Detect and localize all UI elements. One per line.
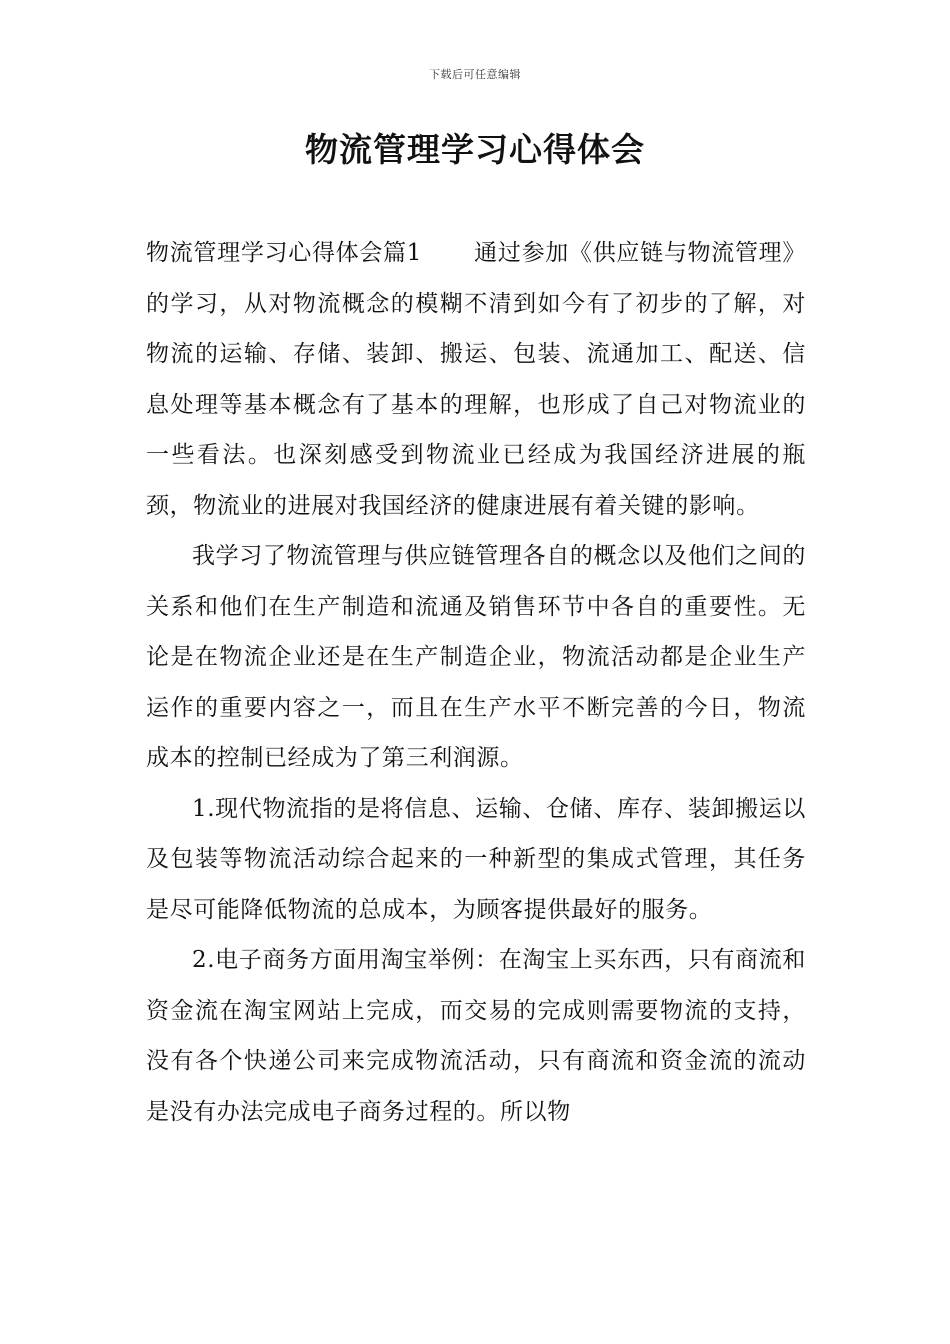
header-note: 下载后可任意编辑 — [429, 68, 521, 81]
document-title: 物流管理学习心得体会 — [305, 130, 645, 169]
document-body — [146, 228, 806, 1137]
paragraph-4: 2.电子商务方面用淘宝举例：在淘宝上买东西，只有商流和资金流在淘宝网站上完成，而交易的完成则需要物流的支持，没有各个快递公司来完成物流活动，只有商流和资金流的流动是没有办法完成电子商务过程的。所以物 — [146, 947, 806, 1125]
paragraph-2: 我学习了物流管理与供应链管理各自的概念以及他们之间的关系和他们在生产制造和流通及销售环节中各自的重要性。无论是在物流企业还是在生产制造企业，物流活动都是企业生产运作的重要内容之一，而且在生产水平不断完善的今日，物流成本的控制已经成为了第三利润源。 — [146, 543, 806, 771]
paragraph-1-text: 通过参加《供应链与物流管理》的学习，从对物流概念的模糊不清到如今有了初步的了解，对物流的运输、存储、装卸、搬运、包装、流通加工、配送、信息处理等基本概念有了基本的理解，也形成了自己对物流业的一些看法。也深刻感受到物流业已经成为我国经济进展的瓶颈，物流业的进展对我国经济的健康进展有着关键的影响。 — [146, 240, 806, 519]
paragraph-1 — [146, 228, 806, 531]
paragraph-3: 1.现代物流指的是将信息、运输、仓储、库存、装卸搬运以及包装等物流活动综合起来的一种新型的集成式管理，其任务是尽可能降低物流的总成本，为顾客提供最好的服务。 — [146, 795, 806, 923]
intro-heading: 物流管理学习心得体会篇1 — [146, 240, 423, 266]
